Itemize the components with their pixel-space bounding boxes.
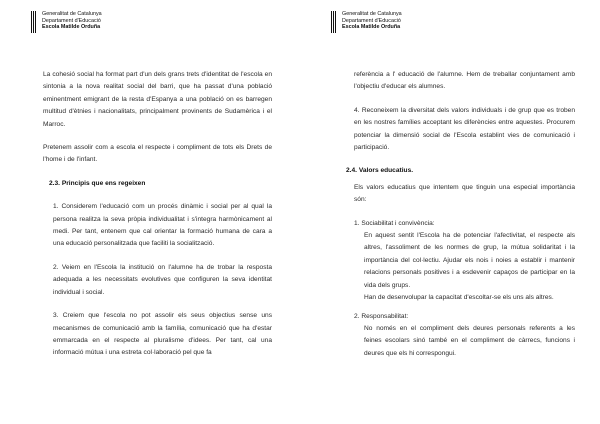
- right-body: [346, 69, 575, 360]
- section-heading-2-3: 2.3. Principis que ens regeixen: [49, 179, 146, 187]
- header-line-3: Escola Matilde Orduña: [342, 24, 401, 31]
- page-header: [31, 11, 102, 33]
- page-header: [331, 11, 402, 33]
- value-2-text: No només en el compliment dels deures personals referents a les feines escolars sinó també en el compliment de càrrecs, funcions i deures que els hi correspongui.: [364, 324, 575, 357]
- left-body: [43, 69, 272, 360]
- principle-item-4: 4. Reconeixem la diversitat dels valors individuals i de grup que es troben en les nostres famílies acceptant les diferències entre aquestes. Procurem potenciar la dimensió social de l'Escola establint vies de comunicació i participació.: [354, 106, 575, 152]
- paragraph-cohesion: La cohesió social ha format part d'un dels grans trets d'identitat de l'escola en sintonia a la nova realitat social del barri, que ha passat d'una població eminentment emigrant de la resta d'Espanya a una població on es barregen multitud d'ètnies i nacionalitats, principalment provinents de Sudamèrica i el Marroc.: [43, 71, 272, 128]
- principle-item-2: 2. Veiem en l'Escola la institució on l'alumne ha de trobar la resposta adequada a les necessitats evolutives que configuren la seva identitat individual i social.: [53, 263, 272, 296]
- header-line-2: Departament d'Educació: [342, 17, 401, 24]
- values-intro: Els valors educatius que intentem que tinguin una especial importància són:: [354, 183, 575, 204]
- principle-item-1: 1. Considerem l'educació com un procés dinàmic i social per al qual la persona realitza la seva pròpia individualitat i s'integra harmònicament al medi. Per tant, entenem que cal orientar la formació humana de cara a una educació personalitzada que faciliti la socialització.: [53, 203, 272, 248]
- header-line-3: Escola Matilde Orduña: [42, 24, 101, 31]
- header-line-1: Generalitat de Catalunya: [42, 11, 102, 17]
- section-heading-2-4: 2.4. Valors educatius.: [346, 167, 414, 175]
- header-line-1: Generalitat de Catalunya: [342, 11, 402, 17]
- value-2-title: 2. Responsabilitat:: [354, 312, 409, 320]
- generalitat-logo-icon: [331, 11, 337, 33]
- generalitat-logo-icon: [31, 11, 37, 33]
- right-page: [300, 0, 600, 424]
- value-1-text: En aquest sentit l'Escola ha de potenciar l'afectivitat, el respecte als altres, l'assoliment de les normes de grup, la mútua solidaritat i la importància del col·lectiu. Ajudar els nois i noies a establir i mantenir relacions personals positives i a esdevenir capaços de participar en la vida dels grups.: [364, 232, 575, 289]
- value-1-title: 1. Sociabilitat i convivència:: [354, 219, 435, 227]
- value-1-text-2: Han de desenvolupar la capacitat d'escoltar-se els uns als altres.: [364, 294, 554, 302]
- header-line-2: Departament d'Educació: [42, 17, 101, 24]
- paragraph-continuation: referència a l' educació de l'alumne. Hem de treballar conjuntament amb l'objectiu d'educar els alumnes.: [354, 71, 575, 91]
- paragraph-rights: Pretenem assolir com a escola el respecte i compliment de tots els Drets de l'home i de l'infant.: [43, 144, 272, 164]
- principle-item-3: 3. Creiem que l'escola no pot assolir els seus objectius sense uns mecanismes de comunicació amb la família, comunicació que ha d'estar emmarcada en el respecte al pluralisme d'idees. Per tant, cal una informació mútua i una estreta col·laboració pel que fa: [53, 312, 272, 357]
